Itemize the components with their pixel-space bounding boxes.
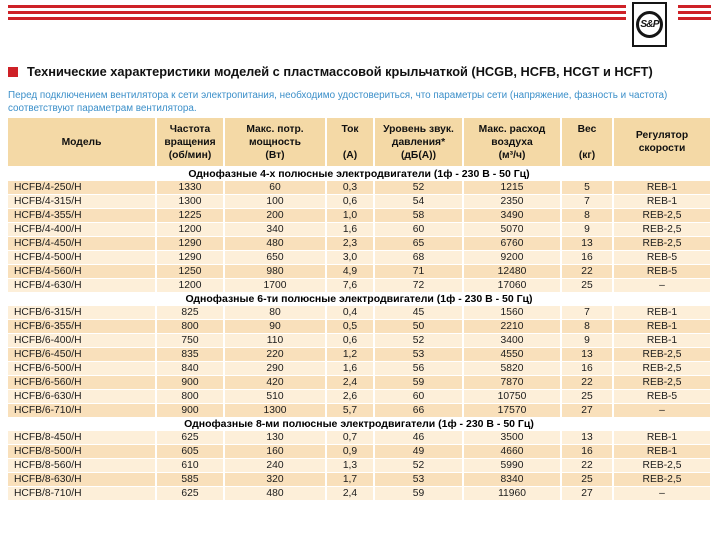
value-cell-current: 0,4 [325, 306, 373, 320]
value-cell-noise: 53 [373, 473, 462, 487]
value-cell-current: 7,6 [325, 279, 373, 293]
table-row [8, 362, 710, 376]
value-cell-power: 290 [223, 362, 325, 376]
value-cell-controller: REB-1 [612, 320, 710, 334]
value-cell-weight: 22 [560, 459, 612, 473]
section-header-row [8, 293, 710, 306]
value-cell-rpm: 585 [155, 473, 223, 487]
value-cell-rpm: 900 [155, 376, 223, 390]
table-row [8, 459, 710, 473]
value-cell-airflow: 6760 [462, 237, 560, 251]
model-cell: HCFB/6-450/H [8, 348, 155, 362]
value-cell-noise: 49 [373, 445, 462, 459]
value-cell-weight: 8 [560, 320, 612, 334]
value-cell-noise: 59 [373, 376, 462, 390]
column-header-power: Макс. потр. мощность (Вт) [223, 118, 325, 168]
value-cell-controller: REB-1 [612, 181, 710, 195]
column-header-model: Модель [8, 118, 155, 168]
section-title: Однофазные 8-ми полюсные электродвигатели (1ф - 230 В - 50 Гц) [8, 418, 710, 431]
model-cell: HCFB/4-315/H [8, 195, 155, 209]
value-cell-airflow: 17060 [462, 279, 560, 293]
model-cell: HCFB/4-630/H [8, 279, 155, 293]
value-cell-rpm: 1330 [155, 181, 223, 195]
value-cell-rpm: 610 [155, 459, 223, 473]
page-title: Технические характеристики моделей с пластмассовой крыльчаткой (HCGB, HCFB, HCGT и HCFT) [27, 64, 653, 79]
value-cell-weight: 13 [560, 431, 612, 445]
model-cell: HCFB/8-710/H [8, 487, 155, 501]
value-cell-current: 1,0 [325, 209, 373, 223]
value-cell-current: 1,2 [325, 348, 373, 362]
value-cell-current: 2,6 [325, 390, 373, 404]
value-cell-rpm: 1300 [155, 195, 223, 209]
model-cell: HCFB/8-630/H [8, 473, 155, 487]
value-cell-rpm: 625 [155, 487, 223, 501]
section-title-row [8, 64, 714, 79]
value-cell-rpm: 1290 [155, 237, 223, 251]
value-cell-rpm: 605 [155, 445, 223, 459]
value-cell-rpm: 1250 [155, 265, 223, 279]
value-cell-airflow: 5070 [462, 223, 560, 237]
spec-table [8, 118, 710, 501]
model-cell: HCFB/8-450/H [8, 431, 155, 445]
value-cell-controller: REB-1 [612, 431, 710, 445]
value-cell-power: 480 [223, 487, 325, 501]
value-cell-weight: 27 [560, 404, 612, 418]
model-cell: HCFB/4-250/H [8, 181, 155, 195]
value-cell-weight: 13 [560, 348, 612, 362]
value-cell-weight: 22 [560, 376, 612, 390]
value-cell-rpm: 1290 [155, 251, 223, 265]
value-cell-power: 200 [223, 209, 325, 223]
value-cell-rpm: 835 [155, 348, 223, 362]
table-row [8, 487, 710, 501]
value-cell-noise: 52 [373, 181, 462, 195]
value-cell-power: 90 [223, 320, 325, 334]
table-row [8, 445, 710, 459]
value-cell-controller: REB-2,5 [612, 237, 710, 251]
value-cell-current: 0,5 [325, 320, 373, 334]
value-cell-controller: REB-2,5 [612, 362, 710, 376]
value-cell-power: 1300 [223, 404, 325, 418]
value-cell-airflow: 11960 [462, 487, 560, 501]
red-square-bullet-icon [8, 67, 18, 77]
value-cell-power: 420 [223, 376, 325, 390]
table-header-row [8, 118, 710, 168]
value-cell-noise: 65 [373, 237, 462, 251]
model-cell: HCFB/4-355/H [8, 209, 155, 223]
column-header-airflow: Макс. расход воздуха (м³/ч) [462, 118, 560, 168]
table-row [8, 209, 710, 223]
value-cell-noise: 52 [373, 459, 462, 473]
value-cell-rpm: 800 [155, 320, 223, 334]
value-cell-power: 650 [223, 251, 325, 265]
value-cell-power: 480 [223, 237, 325, 251]
value-cell-power: 340 [223, 223, 325, 237]
value-cell-rpm: 1200 [155, 223, 223, 237]
value-cell-weight: 16 [560, 362, 612, 376]
value-cell-power: 80 [223, 306, 325, 320]
value-cell-power: 320 [223, 473, 325, 487]
value-cell-current: 0,6 [325, 195, 373, 209]
value-cell-noise: 72 [373, 279, 462, 293]
value-cell-airflow: 1560 [462, 306, 560, 320]
value-cell-airflow: 10750 [462, 390, 560, 404]
value-cell-rpm: 750 [155, 334, 223, 348]
table-row [8, 195, 710, 209]
value-cell-airflow: 9200 [462, 251, 560, 265]
value-cell-current: 0,7 [325, 431, 373, 445]
value-cell-airflow: 7870 [462, 376, 560, 390]
sp-logo [632, 2, 667, 47]
value-cell-airflow: 4660 [462, 445, 560, 459]
table-row [8, 390, 710, 404]
value-cell-controller: REB-2,5 [612, 376, 710, 390]
value-cell-controller: REB-2,5 [612, 473, 710, 487]
value-cell-controller: REB-2,5 [612, 209, 710, 223]
value-cell-weight: 9 [560, 223, 612, 237]
value-cell-current: 2,4 [325, 487, 373, 501]
value-cell-controller: – [612, 279, 710, 293]
value-cell-current: 1,3 [325, 459, 373, 473]
value-cell-weight: 16 [560, 251, 612, 265]
value-cell-current: 0,9 [325, 445, 373, 459]
model-cell: HCFB/6-400/H [8, 334, 155, 348]
table-row [8, 306, 710, 320]
value-cell-noise: 53 [373, 348, 462, 362]
value-cell-airflow: 3490 [462, 209, 560, 223]
value-cell-current: 1,7 [325, 473, 373, 487]
value-cell-airflow: 17570 [462, 404, 560, 418]
table-body [8, 168, 710, 501]
table-row [8, 265, 710, 279]
value-cell-airflow: 2210 [462, 320, 560, 334]
table-head [8, 118, 710, 168]
value-cell-noise: 68 [373, 251, 462, 265]
value-cell-current: 3,0 [325, 251, 373, 265]
value-cell-power: 1700 [223, 279, 325, 293]
table-row [8, 376, 710, 390]
table-row [8, 279, 710, 293]
table-row [8, 320, 710, 334]
model-cell: HCFB/6-630/H [8, 390, 155, 404]
value-cell-rpm: 900 [155, 404, 223, 418]
section-header-row [8, 418, 710, 431]
model-cell: HCFB/4-450/H [8, 237, 155, 251]
table-row [8, 251, 710, 265]
value-cell-noise: 58 [373, 209, 462, 223]
value-cell-noise: 54 [373, 195, 462, 209]
value-cell-controller: – [612, 487, 710, 501]
table-row [8, 237, 710, 251]
value-cell-noise: 60 [373, 223, 462, 237]
value-cell-current: 0,3 [325, 181, 373, 195]
table-row [8, 473, 710, 487]
value-cell-airflow: 3500 [462, 431, 560, 445]
value-cell-controller: REB-1 [612, 445, 710, 459]
section-header-row [8, 168, 710, 181]
value-cell-airflow: 5990 [462, 459, 560, 473]
value-cell-noise: 60 [373, 390, 462, 404]
red-stripe [8, 5, 626, 8]
value-cell-weight: 7 [560, 195, 612, 209]
value-cell-weight: 25 [560, 279, 612, 293]
column-header-controller: Регулятор скорости [612, 118, 710, 168]
value-cell-airflow: 2350 [462, 195, 560, 209]
value-cell-controller: REB-1 [612, 334, 710, 348]
value-cell-current: 1,6 [325, 362, 373, 376]
value-cell-airflow: 4550 [462, 348, 560, 362]
value-cell-weight: 25 [560, 390, 612, 404]
red-stripe [678, 5, 711, 8]
value-cell-rpm: 625 [155, 431, 223, 445]
value-cell-power: 100 [223, 195, 325, 209]
value-cell-airflow: 12480 [462, 265, 560, 279]
red-stripe [678, 17, 711, 20]
model-cell: HCFB/6-315/H [8, 306, 155, 320]
column-header-current: Ток (А) [325, 118, 373, 168]
value-cell-power: 130 [223, 431, 325, 445]
value-cell-weight: 8 [560, 209, 612, 223]
red-stripe [8, 11, 626, 14]
value-cell-noise: 56 [373, 362, 462, 376]
column-header-rpm: Частота вращения (об/мин) [155, 118, 223, 168]
model-cell: HCFB/6-500/H [8, 362, 155, 376]
value-cell-controller: REB-1 [612, 306, 710, 320]
value-cell-weight: 25 [560, 473, 612, 487]
table-row [8, 348, 710, 362]
value-cell-airflow: 8340 [462, 473, 560, 487]
value-cell-weight: 27 [560, 487, 612, 501]
value-cell-power: 980 [223, 265, 325, 279]
value-cell-noise: 46 [373, 431, 462, 445]
value-cell-power: 160 [223, 445, 325, 459]
red-stripe [678, 11, 711, 14]
model-cell: HCFB/8-560/H [8, 459, 155, 473]
value-cell-rpm: 1225 [155, 209, 223, 223]
value-cell-airflow: 1215 [462, 181, 560, 195]
brand-stripes-right [678, 5, 711, 23]
model-cell: HCFB/4-500/H [8, 251, 155, 265]
value-cell-controller: REB-5 [612, 390, 710, 404]
model-cell: HCFB/6-560/H [8, 376, 155, 390]
table-row [8, 334, 710, 348]
value-cell-power: 510 [223, 390, 325, 404]
brand-stripes-left [8, 5, 626, 23]
value-cell-noise: 52 [373, 334, 462, 348]
intro-note: Перед подключением вентилятора к сети электропитания, необходимо удостовериться, что параметры сети (напряжение, фазность и частота) соответствуют параметрам вентилятора. [8, 90, 668, 114]
value-cell-rpm: 1200 [155, 279, 223, 293]
value-cell-weight: 16 [560, 445, 612, 459]
value-cell-controller: REB-1 [612, 195, 710, 209]
model-cell: HCFB/6-710/H [8, 404, 155, 418]
column-header-weight: Вес (кг) [560, 118, 612, 168]
section-title: Однофазные 4-х полюсные электродвигатели (1ф - 230 В - 50 Гц) [8, 168, 710, 181]
value-cell-controller: – [612, 404, 710, 418]
model-cell: HCFB/6-355/H [8, 320, 155, 334]
table-row [8, 223, 710, 237]
model-cell: HCFB/4-560/H [8, 265, 155, 279]
value-cell-airflow: 3400 [462, 334, 560, 348]
value-cell-power: 240 [223, 459, 325, 473]
value-cell-rpm: 840 [155, 362, 223, 376]
value-cell-controller: REB-2,5 [612, 223, 710, 237]
value-cell-current: 4,9 [325, 265, 373, 279]
value-cell-weight: 5 [560, 181, 612, 195]
value-cell-controller: REB-2,5 [612, 348, 710, 362]
value-cell-noise: 50 [373, 320, 462, 334]
model-cell: HCFB/8-500/H [8, 445, 155, 459]
model-cell: HCFB/4-400/H [8, 223, 155, 237]
value-cell-current: 0,6 [325, 334, 373, 348]
value-cell-noise: 45 [373, 306, 462, 320]
value-cell-rpm: 800 [155, 390, 223, 404]
value-cell-current: 5,7 [325, 404, 373, 418]
value-cell-weight: 7 [560, 306, 612, 320]
value-cell-power: 60 [223, 181, 325, 195]
value-cell-power: 220 [223, 348, 325, 362]
value-cell-weight: 13 [560, 237, 612, 251]
value-cell-controller: REB-2,5 [612, 459, 710, 473]
sp-logo-text: S&P [636, 11, 663, 38]
section-title: Однофазные 6-ти полюсные электродвигатели (1ф - 230 В - 50 Гц) [8, 293, 710, 306]
value-cell-current: 2,4 [325, 376, 373, 390]
red-stripe [8, 17, 626, 20]
value-cell-noise: 59 [373, 487, 462, 501]
table-row [8, 431, 710, 445]
value-cell-controller: REB-5 [612, 265, 710, 279]
value-cell-controller: REB-5 [612, 251, 710, 265]
value-cell-weight: 9 [560, 334, 612, 348]
table-row [8, 181, 710, 195]
value-cell-airflow: 5820 [462, 362, 560, 376]
value-cell-noise: 66 [373, 404, 462, 418]
value-cell-current: 2,3 [325, 237, 373, 251]
value-cell-current: 1,6 [325, 223, 373, 237]
column-header-noise: Уровень звук. давления* (дБ(А)) [373, 118, 462, 168]
value-cell-power: 110 [223, 334, 325, 348]
value-cell-noise: 71 [373, 265, 462, 279]
value-cell-rpm: 825 [155, 306, 223, 320]
table-row [8, 404, 710, 418]
value-cell-weight: 22 [560, 265, 612, 279]
